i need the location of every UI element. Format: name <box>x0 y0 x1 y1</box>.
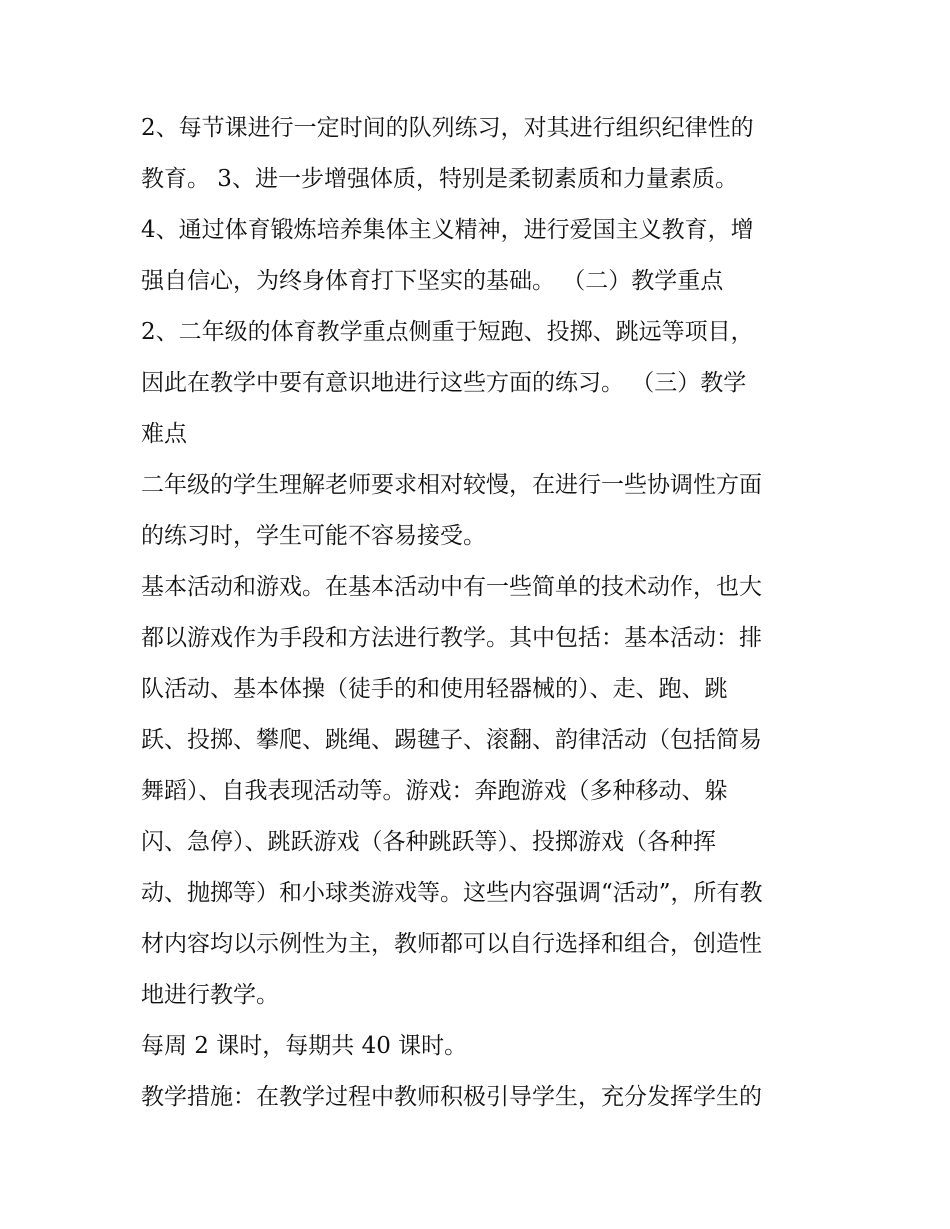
text-line-4: 强自信心，为终身体育打下坚实的基础。 （二）教学重点 <box>141 268 724 294</box>
text-line-17: 材内容均以示例性为主，教师都可以自行选择和组合，创造性 <box>141 931 762 957</box>
text-line-15: 闪、急停）、跳跃游戏（各种跳跃等）、投掷游戏（各种挥 <box>141 829 716 855</box>
text-line-16: 动、抛掷等）和小球类游戏等。这些内容强调“活动”，所有教 <box>141 880 763 906</box>
text-line-12: 队活动、基本体操（徒手的和使用轻器械的）、走、跑、跳 <box>141 676 728 702</box>
text-line-20: 教学措施：在教学过程中教师积极引导学生，充分发挥学生的 <box>141 1084 762 1110</box>
text-line-13: 跃、投掷、攀爬、跳绳、踢毽子、滚翻、韵律活动（包括简易 <box>141 727 762 753</box>
text-line-1: 2、每节课进行一定时间的队列练习，对其进行组织纪律性的 <box>141 115 754 141</box>
text-line-6: 因此在教学中要有意识地进行这些方面的练习。 （三）教学 <box>141 370 747 396</box>
document-body <box>141 103 821 1123</box>
text-line-7: 难点 <box>141 421 187 447</box>
text-line-10: 基本活动和游戏。在基本活动中有一些简单的技术动作，也大 <box>141 574 762 600</box>
text-line-8: 二年级的学生理解老师要求相对较慢，在进行一些协调性方面 <box>141 472 762 498</box>
text-line-9: 的练习时，学生可能不容易接受。 <box>141 523 486 549</box>
text-line-3: 4、通过体育锻炼培养集体主义精神，进行爱国主义教育，增 <box>141 217 754 243</box>
text-line-5: 2、二年级的体育教学重点侧重于短跑、投掷、跳远等项目， <box>141 319 754 345</box>
text-line-18: 地进行教学。 <box>141 982 279 1008</box>
text-line-14: 舞蹈）、自我表现活动等。游戏：奔跑游戏（多种移动、躲 <box>141 778 728 804</box>
text-line-11: 都以游戏作为手段和方法进行教学。其中包括：基本活动：排 <box>141 625 762 651</box>
text-line-2: 教育。 3、进一步增强体质，特别是柔韧素质和力量素质。 <box>141 166 738 192</box>
text-line-19: 每周 2 课时，每期共 40 课时。 <box>141 1033 468 1059</box>
